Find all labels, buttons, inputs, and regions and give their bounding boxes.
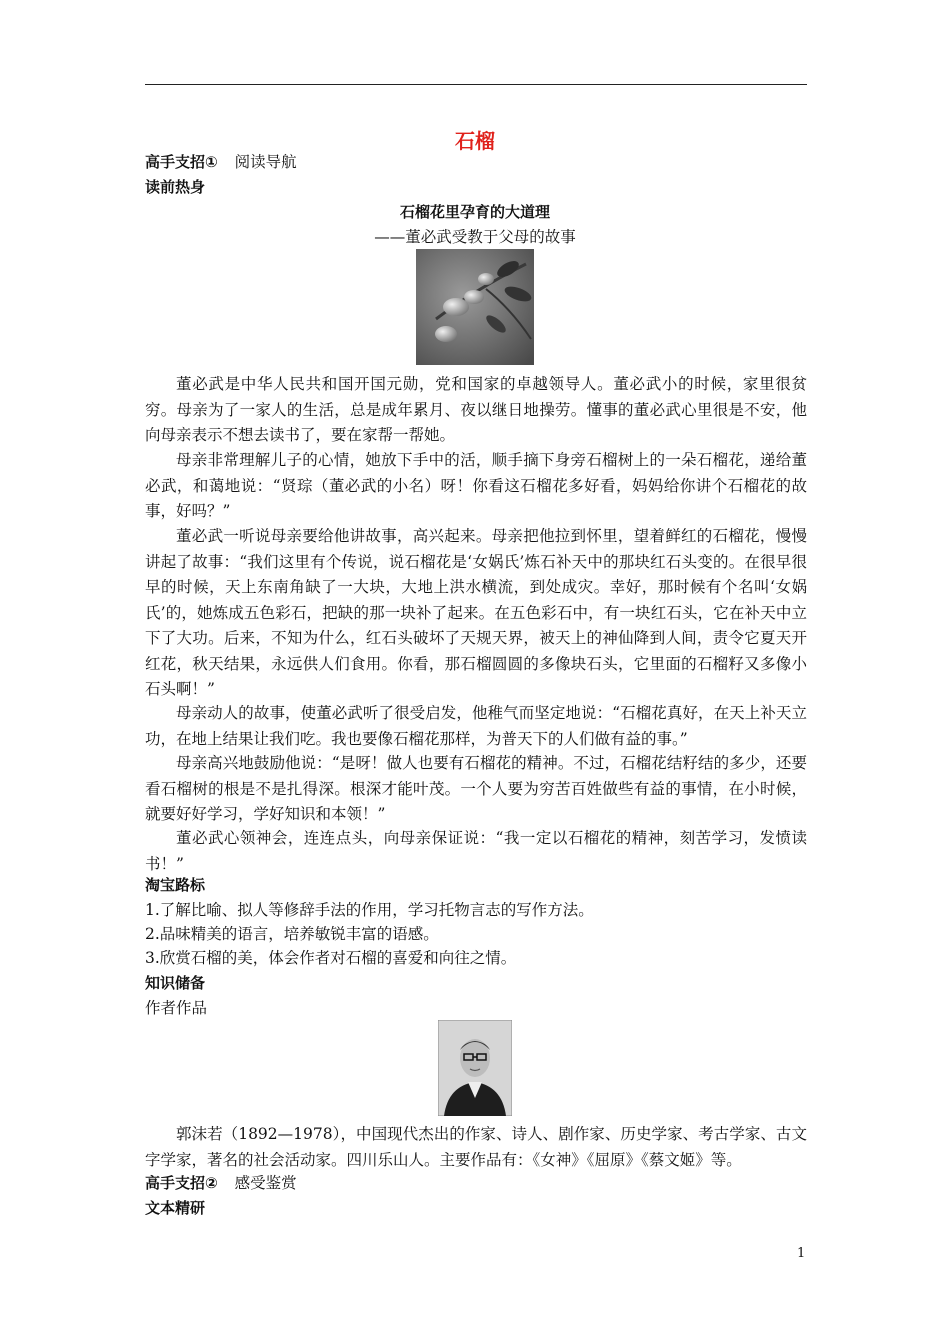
section2-title: 感受鉴赏 (234, 1174, 297, 1192)
story-paragraph-2: 母亲非常理解儿子的心情，她放下手中的活，顺手摘下身旁石榴树上的一朵石榴花，递给董必武，和蔼地说：“贤琮（董必武的小名）呀！你看这石榴花多好看，妈妈给你讲个石榴花的故事，好吗？” (145, 451, 807, 520)
section2-heading (145, 1171, 297, 1195)
knowledge-heading: 知识储备 (145, 974, 206, 992)
goals-heading: 淘宝路标 (145, 876, 206, 894)
story-paragraph-3: 董必武一听说母亲要给他讲故事，高兴起来。母亲把他拉到怀里，望着鲜红的石榴花，慢慢讲起了故事：“我们这里有个传说，说石榴花是‘女娲氏’炼石补天中的那块红石头变的。在很早很早的时候，天上东南角缺了一大块，大地上洪水横流，到处成灾。幸好，那时候有个名叫‘女娲氏’的，她炼成五色彩石，把缺的那一块补了起来。在五色彩石中，有一块红石头，它在补天中立下了大功。后来，不知为什么，红石头破坏了天规天界，被天上的神仙降到人间，责令它夏天开红花，秋天结果，永远供人们食用。你看，那石榴圆圆的多像块石头，它里面的石榴籽又多像小石头啊！” (145, 527, 807, 698)
section2-label: 高手支招② (145, 1174, 218, 1192)
story-title: 石榴花里孕育的大道理 (399, 203, 550, 221)
author-paragraph: 郭沫若（1892—1978），中国现代杰出的作家、诗人、剧作家、历史学家、考古学家、古文字学家，著名的社会活动家。四川乐山人。主要作品有：《女神》《屈原》《蔡文姬》等。 (145, 1125, 807, 1169)
goal-item: 2.品味精美的语言，培养敏锐丰富的语感。 (145, 925, 439, 943)
goal-item: 1.了解比喻、拟人等修辞手法的作用，学习托物言志的写作方法。 (145, 901, 594, 919)
goal-item: 3.欣赏石榴的美，体会作者对石榴的喜爱和向往之情。 (145, 949, 517, 967)
section1-label: 高手支招① (145, 153, 218, 171)
header-rule (145, 84, 807, 85)
pomegranate-photo (416, 249, 534, 365)
story-paragraph-6: 董必武心领神会，连连点头，向母亲保证说：“我一定以石榴花的精神，刻苦学习，发愤读书！” (145, 829, 807, 873)
story-subtitle: ——董必武受教于父母的故事 (374, 228, 576, 246)
section1-title: 阅读导航 (234, 153, 297, 171)
section1-heading (145, 150, 297, 174)
story-paragraph-4: 母亲动人的故事，使董必武听了很受启发，他稚气而坚定地说：“石榴花真好，在天上补天立功，在地上结果让我们吃。我也要像石榴花那样，为普天下的人们做有益的事。” (145, 704, 807, 748)
story-paragraph-5: 母亲高兴地鼓励他说：“是呀！做人也要有石榴花的精神。不过，石榴花结籽结的多少，还要看石榴树的根是不是扎得深。根深才能叶茂。一个人要为穷苦百姓做些有益的事情，在小时候，就要好好学习，学好知识和本领！” (145, 754, 807, 823)
story-paragraph-1: 董必武是中华人民共和国开国元勋，党和国家的卓越领导人。董必武小的时候，家里很贫穷。母亲为了一家人的生活，总是成年累月、夜以继日地操劳。懂事的董必武心里很是不安，他向母亲表示不想去读书了，要在家帮一帮她。 (145, 375, 807, 444)
study-heading: 文本精研 (145, 1199, 206, 1217)
page-number: 1 (797, 1246, 806, 1261)
page-title: 石榴 (455, 129, 495, 153)
author-portrait (438, 1020, 512, 1116)
knowledge-subheading: 作者作品 (145, 999, 208, 1017)
warmup-heading: 读前热身 (145, 178, 206, 196)
